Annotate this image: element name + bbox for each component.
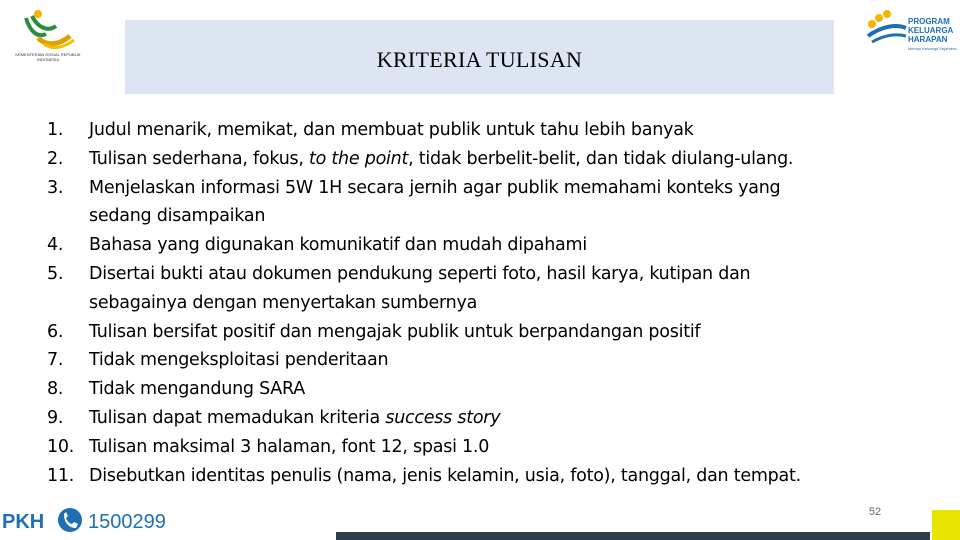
criteria-text: Disebutkan identitas penulis (nama, jenis kelamin, usia, foto), tanggal, dan tempat. bbox=[89, 465, 801, 486]
criteria-text: Tidak mengeksploitasi penderitaan bbox=[89, 350, 389, 371]
criteria-text: Tulisan dapat memadukan kriteria success story bbox=[89, 407, 501, 428]
criteria-number: 9. bbox=[47, 407, 64, 428]
criteria-text-continued: sebagainya dengan menyertakan sumbernya bbox=[89, 292, 478, 313]
criteria-number: 11. bbox=[47, 465, 75, 486]
criteria-item-7 bbox=[47, 346, 952, 375]
criteria-item-11 bbox=[47, 462, 952, 491]
criteria-number: 3. bbox=[47, 177, 64, 198]
criteria-number: 1. bbox=[47, 120, 64, 140]
pkh-logo-line-3: HARAPAN bbox=[908, 35, 948, 44]
criteria-number: 10. bbox=[47, 436, 75, 457]
criteria-text: Tidak mengandung SARA bbox=[89, 379, 305, 400]
pkh-logo-line-1: PROGRAM bbox=[908, 17, 950, 26]
criteria-text: Tulisan maksimal 3 halaman, font 12, spasi 1.0 bbox=[89, 436, 490, 457]
criteria-number: 5. bbox=[47, 263, 64, 284]
criteria-item-1 bbox=[47, 116, 952, 145]
criteria-item-3 bbox=[47, 174, 952, 232]
criteria-item-2 bbox=[47, 145, 952, 174]
criteria-text: Judul menarik, memikat, dan membuat publik untuk tahu lebih banyak bbox=[89, 120, 694, 140]
criteria-item-9 bbox=[47, 404, 952, 433]
criteria-text: Tulisan sederhana, fokus, to the point, tidak berbelit-belit, dan tidak diulang-ulang. bbox=[89, 148, 794, 169]
criteria-text-continued: sedang disampaikan bbox=[89, 206, 266, 227]
criteria-number: 6. bbox=[47, 321, 64, 342]
page-title: KRITERIA TULISAN bbox=[376, 47, 583, 72]
pkh-logo-tagline: Menuju Keluarga Sejahtera bbox=[908, 46, 957, 51]
phone-icon bbox=[58, 508, 82, 532]
title-banner bbox=[125, 20, 834, 94]
criteria-text: Tulisan bersifat positif dan mengajak publik untuk berpandangan positif bbox=[89, 321, 701, 342]
footer-accent-block bbox=[932, 510, 960, 540]
criteria-item-8 bbox=[47, 375, 952, 404]
criteria-item-10 bbox=[47, 433, 952, 462]
criteria-number: 4. bbox=[47, 235, 64, 256]
criteria-item-4 bbox=[47, 231, 952, 260]
pkh-program-logo bbox=[862, 6, 958, 64]
criteria-text: Bahasa yang digunakan komunikatif dan mudah dipahami bbox=[89, 235, 587, 256]
criteria-number: 8. bbox=[47, 379, 64, 400]
criteria-item-5 bbox=[47, 260, 952, 318]
pkh-logo-line-2: KELUARGA bbox=[908, 26, 954, 35]
pkh-hotline-logo bbox=[0, 502, 180, 538]
pkh-brand-text: PKH bbox=[2, 511, 45, 533]
page-number: 52 bbox=[868, 506, 882, 518]
criteria-emphasis: success story bbox=[385, 407, 501, 428]
pkh-hotline-number: 1500299 bbox=[88, 511, 166, 533]
criteria-list bbox=[47, 116, 952, 490]
criteria-number: 7. bbox=[47, 350, 64, 371]
footer-bar bbox=[336, 532, 930, 540]
kemensos-logo-caption: KEMENTERIAN SOSIAL REPUBLIK INDONESIA bbox=[15, 52, 81, 62]
criteria-text: Disertai bukti atau dokumen pendukung seperti foto, hasil karya, kutipan dan bbox=[89, 263, 751, 284]
criteria-item-6 bbox=[47, 318, 952, 347]
criteria-number: 2. bbox=[47, 148, 64, 169]
criteria-text: Menjelaskan informasi 5W 1H secara jernih agar publik memahami konteks yang bbox=[89, 177, 781, 198]
criteria-emphasis: to the point bbox=[309, 148, 409, 169]
